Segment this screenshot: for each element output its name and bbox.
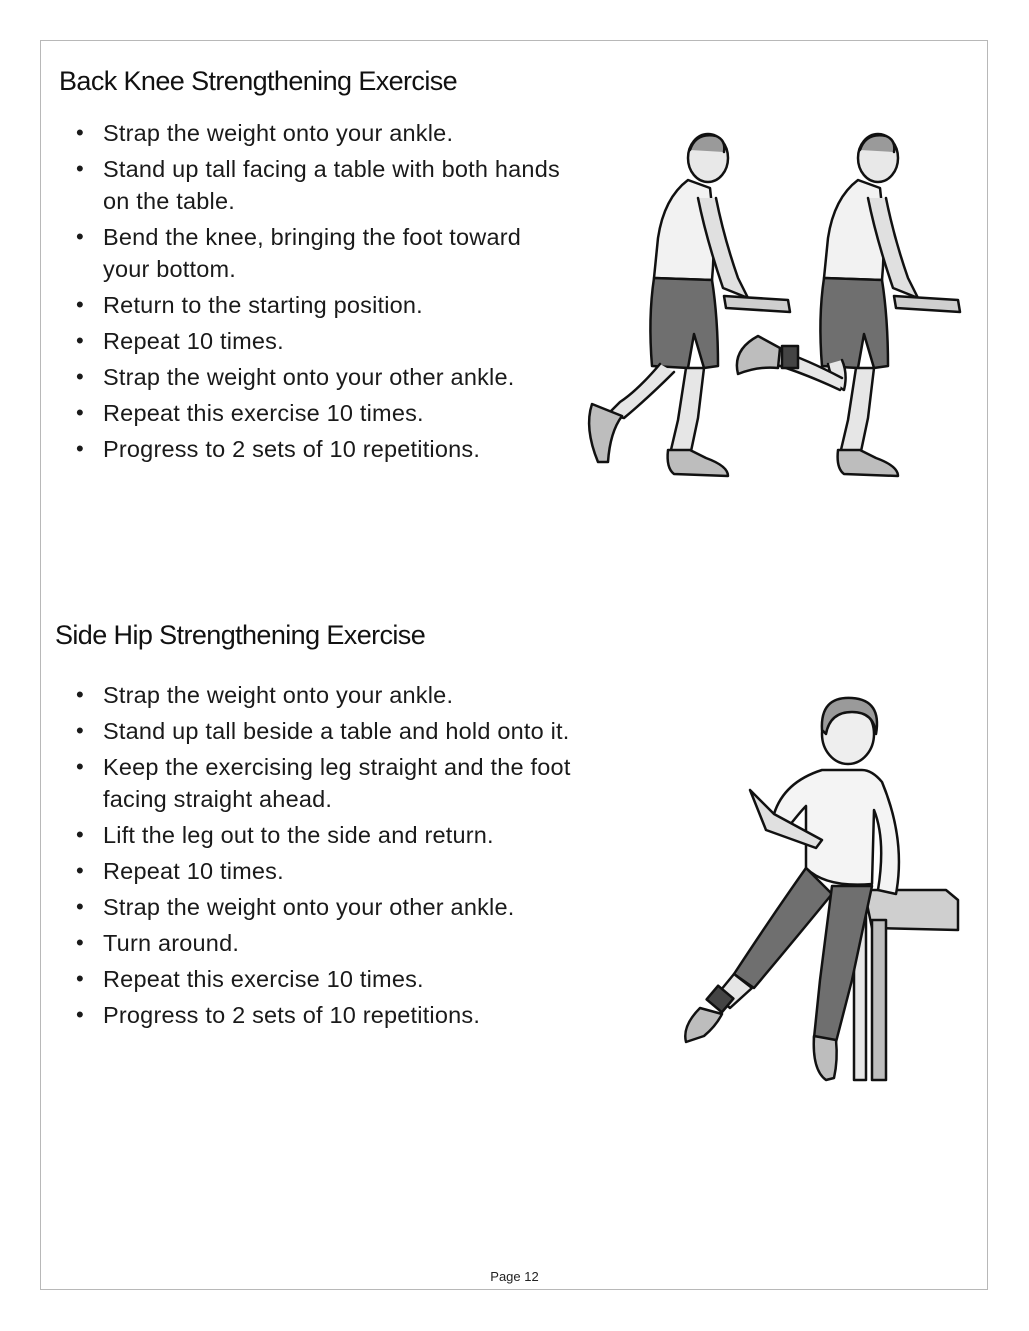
step-item: • Repeat 10 times. [76,855,616,887]
side-hip-exercise-illustration [676,690,966,1090]
step-item: • Stand up tall facing a table with both hands on the table. [76,153,566,217]
step-item: • Turn around. [76,927,616,959]
woman-leg-raise-figure [685,698,958,1080]
step-item: • Strap the weight onto your ankle. [76,117,566,149]
man-standing-figure [589,134,790,476]
step-item: • Strap the weight onto your other ankle. [76,891,616,923]
section-title-back-knee: Back Knee Strengthening Exercise [59,66,458,96]
step-item: • Strap the weight onto your ankle. [76,679,616,711]
step-item: • Repeat this exercise 10 times. [76,397,566,429]
step-item: • Stand up tall beside a table and hold onto it. [76,715,616,747]
step-item: • Progress to 2 sets of 10 repetitions. [76,433,566,465]
page-number: Page 12 [490,1269,539,1284]
step-item: • Bend the knee, bringing the foot toward your bottom. [76,221,566,285]
section-title-side-hip: Side Hip Strengthening Exercise [55,620,426,650]
back-knee-exercise-illustration [578,128,968,488]
step-item: • Repeat this exercise 10 times. [76,963,616,995]
step-item: • Progress to 2 sets of 10 repetitions. [76,999,616,1031]
step-item: • Return to the starting position. [76,289,566,321]
steps-list-side-hip [76,679,616,1035]
step-item: • Keep the exercising leg straight and the foot facing straight ahead. [76,751,616,815]
step-item: • Repeat 10 times. [76,325,566,357]
step-item: • Strap the weight onto your other ankle. [76,361,566,393]
step-item: • Lift the leg out to the side and return. [76,819,616,851]
steps-list-back-knee [76,117,566,469]
